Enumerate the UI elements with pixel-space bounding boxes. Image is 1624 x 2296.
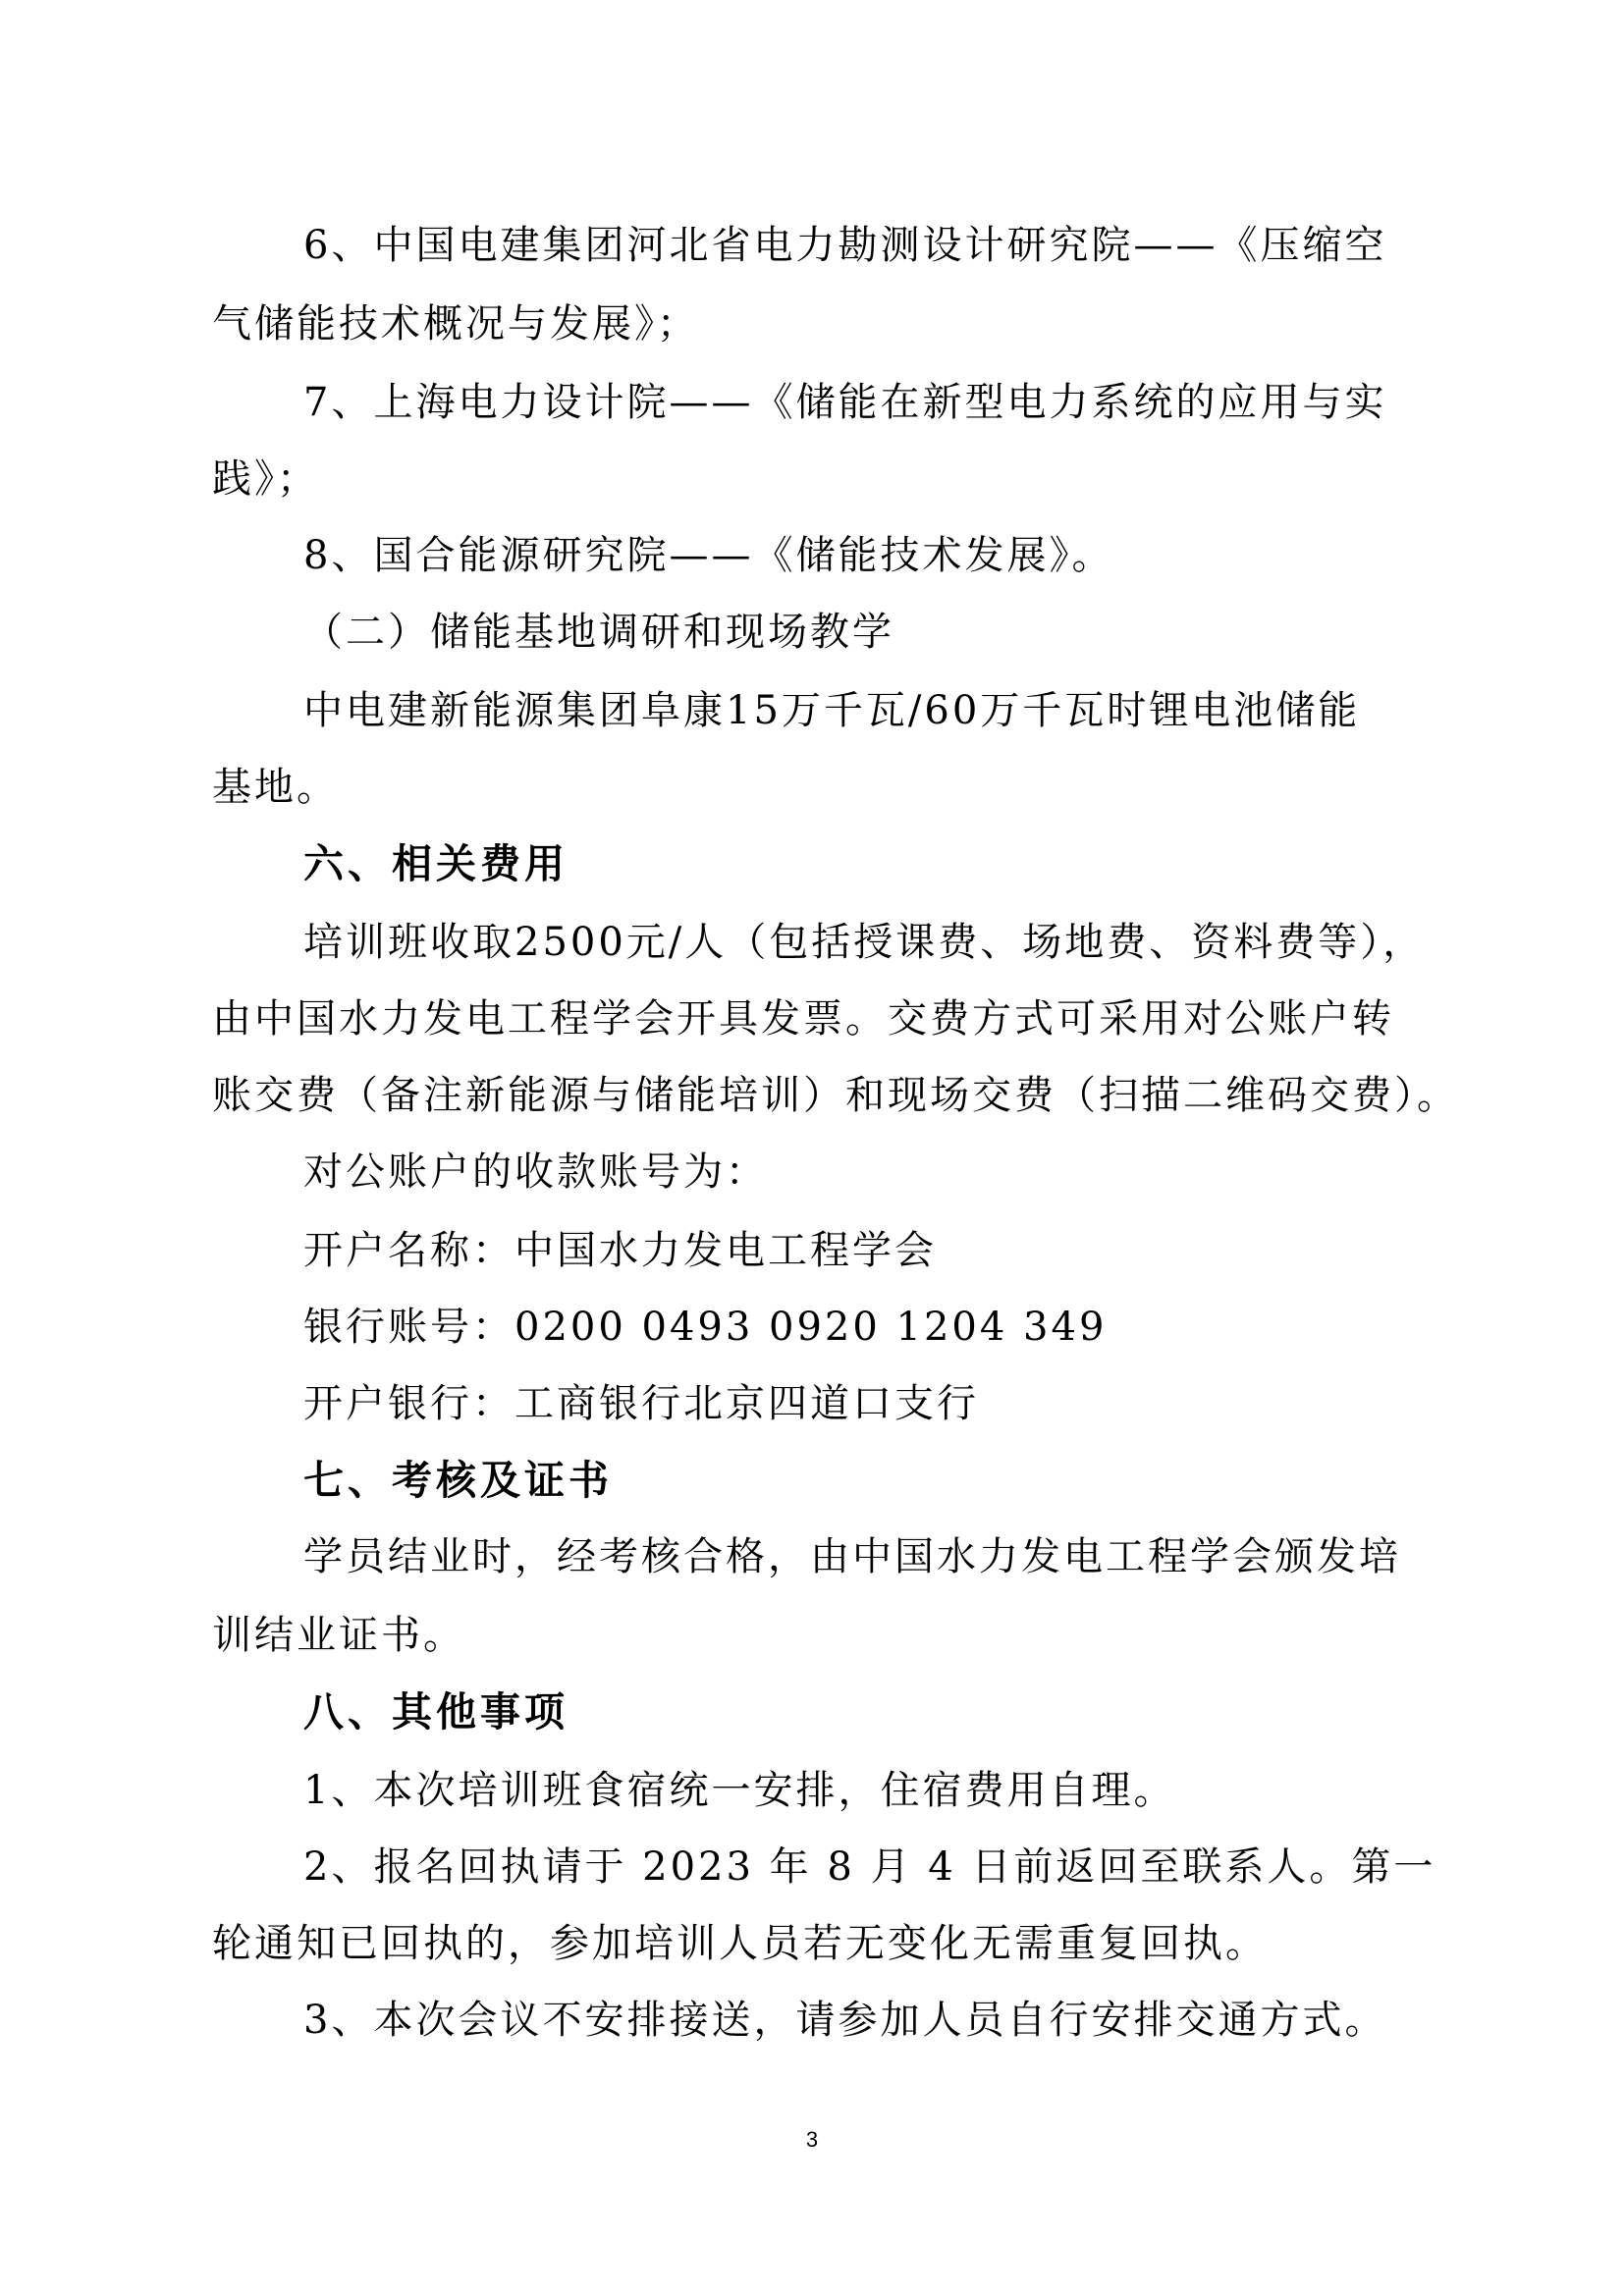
list-item-6-continued: 气储能技术概况与发展》；	[212, 301, 699, 347]
paragraph-fees-line-3: 账交费（备注新能源与储能培训）和现场交费（扫描二维码交费）。	[212, 1073, 1459, 1118]
section-heading-other: 八、其他事项	[303, 1688, 568, 1735]
account-intro: 对公账户的收款账号为：	[303, 1149, 768, 1195]
account-name: 开户名称：中国水力发电工程学会	[303, 1228, 937, 1273]
list-item-8: 8、国合能源研究院——《储能技术发展》。	[303, 533, 1114, 578]
paragraph-fees: 培训班收取2500元/人（包括授课费、场地费、资料费等），	[303, 920, 1426, 965]
section-heading-certificate: 七、考核及证书	[303, 1457, 613, 1504]
list-item-7: 7、上海电力设计院——《储能在新型电力系统的应用与实	[303, 380, 1387, 425]
list-item-7-continued: 践》；	[212, 456, 319, 502]
account-bank: 开户银行：工商银行北京四道口支行	[303, 1381, 979, 1426]
section-heading-fees: 六、相关费用	[303, 840, 568, 887]
other-item-1: 1、本次培训班食宿统一安排，住宿费用自理。	[303, 1768, 1176, 1813]
paragraph-site-visit-continued: 基地。	[212, 765, 339, 810]
other-item-2: 2、报名回执请于 2023 年 8 月 4 日前返回至联系人。第一	[303, 1844, 1436, 1890]
page-number: 3	[805, 2127, 819, 2152]
subsection-heading-2: （二）储能基地调研和现场教学	[303, 610, 894, 655]
paragraph-certificate: 学员结业时，经考核合格，由中国水力发电工程学会颁发培	[303, 1534, 1401, 1579]
paragraph-site-visit: 中电建新能源集团阜康15万千瓦/60万千瓦时锂电池储能	[303, 688, 1361, 733]
other-item-2-continued: 轮通知已回执的，参加培训人员若无变化无需重复回执。	[212, 1921, 1268, 1966]
paragraph-fees-line-2: 由中国水力发电工程学会开具发票。交费方式可采用对公账户转	[212, 996, 1394, 1041]
other-item-3: 3、本次会议不安排接送，请参加人员自行安排交通方式。	[303, 1998, 1387, 2043]
paragraph-certificate-continued: 训结业证书。	[212, 1613, 465, 1658]
account-number: 银行账号：0200 0493 0920 1204 349	[303, 1305, 1108, 1350]
list-item-6: 6、中国电建集团河北省电力勘测设计研究院——《压缩空	[303, 223, 1387, 268]
